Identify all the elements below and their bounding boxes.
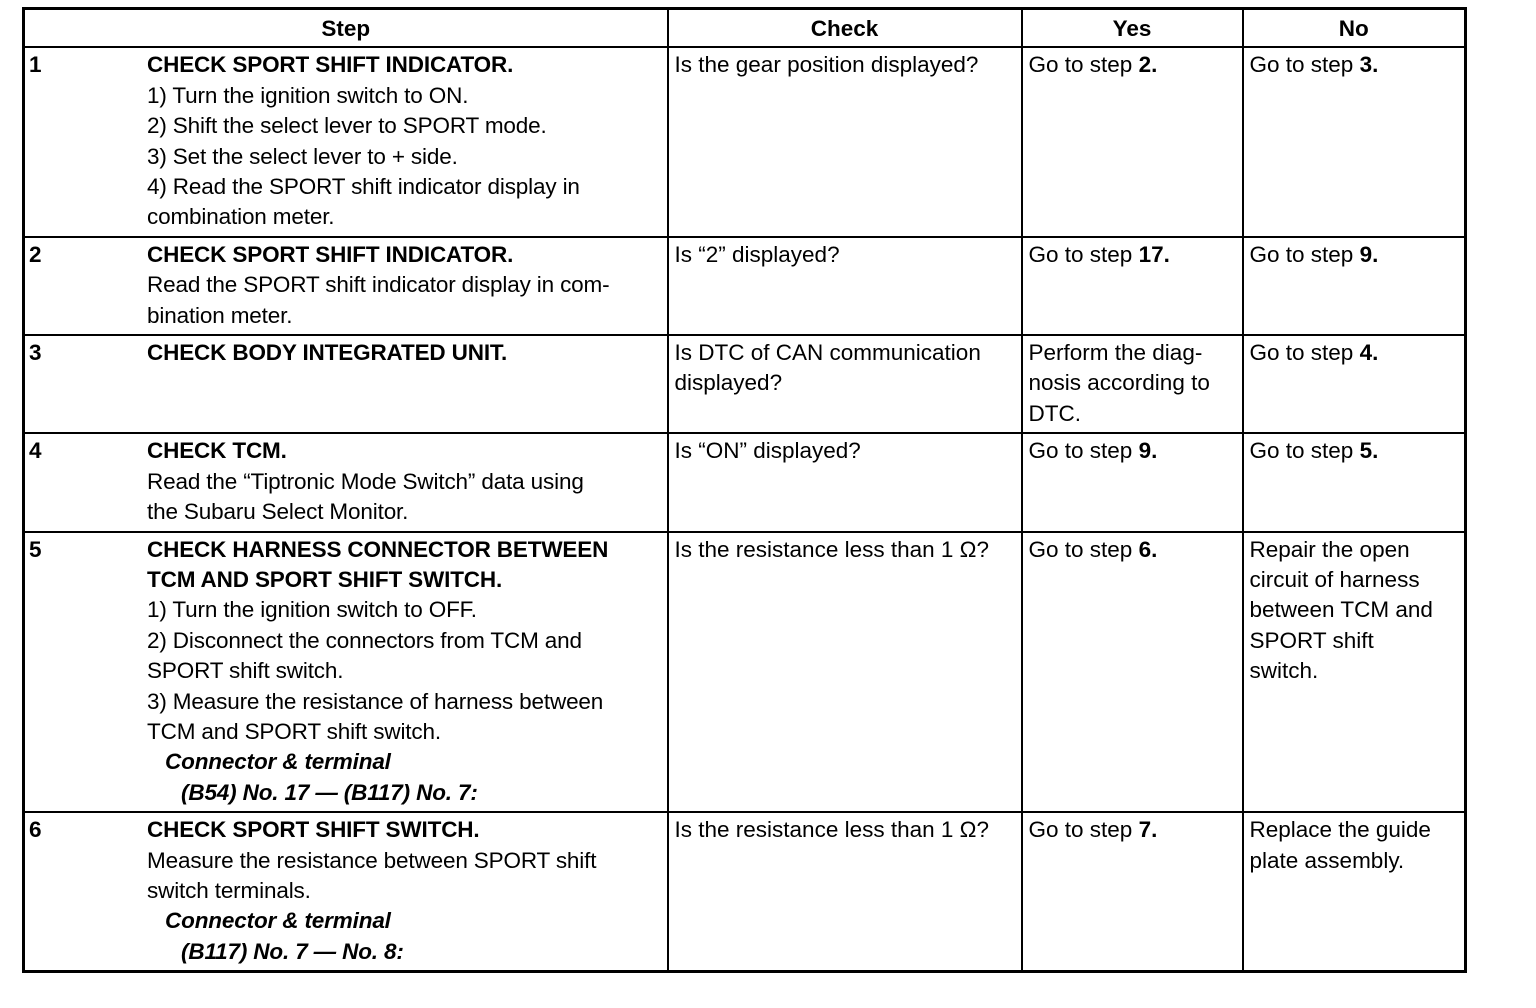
step-line: combination meter. xyxy=(147,204,335,230)
check-cell: Is “ON” displayed? xyxy=(668,433,1022,531)
step-line: 2) Shift the select lever to SPORT mode. xyxy=(147,113,547,139)
no-line: between TCM and xyxy=(1249,597,1433,623)
no-line: circuit of harness xyxy=(1249,566,1420,592)
step-line: 4) Read the SPORT shift indicator display in xyxy=(147,174,580,200)
no-text: Go to step xyxy=(1249,340,1360,366)
check-cell: Is the resistance less than 1 Ω? xyxy=(668,532,1022,813)
step-line: switch terminals. xyxy=(147,877,311,903)
diagnostic-table xyxy=(22,7,1467,973)
step-cell xyxy=(24,47,668,236)
step-line: 2) Disconnect the connectors from TCM and xyxy=(147,627,582,653)
no-cell xyxy=(1243,532,1466,813)
no-line: SPORT shift xyxy=(1249,627,1374,653)
step-number: 6 xyxy=(29,817,42,843)
yes-cell xyxy=(1022,47,1243,236)
yes-step-number: 17. xyxy=(1138,241,1170,267)
no-line: Replace the guide xyxy=(1249,817,1431,843)
no-step-number: 5. xyxy=(1359,438,1379,464)
table-header-row xyxy=(24,9,1466,48)
yes-step-number: 7. xyxy=(1138,817,1158,843)
yes-line: nosis according to xyxy=(1028,370,1210,396)
check-cell: Is the gear position displayed? xyxy=(668,47,1022,236)
header-no: No xyxy=(1243,9,1466,48)
yes-text: Go to step xyxy=(1028,536,1139,562)
step-body xyxy=(143,48,667,235)
step-line: Read the SPORT shift indicator display in com- xyxy=(147,272,610,298)
check-cell: Is “2” displayed? xyxy=(668,237,1022,335)
no-line: switch. xyxy=(1249,658,1319,684)
step-number: 2 xyxy=(29,241,42,267)
step-number: 4 xyxy=(29,438,42,464)
table-row xyxy=(24,532,1466,813)
step-title: CHECK HARNESS CONNECTOR BETWEEN xyxy=(147,536,609,562)
yes-cell xyxy=(1022,237,1243,335)
yes-line: DTC. xyxy=(1028,400,1081,426)
step-cell xyxy=(24,335,668,433)
check-line: Is DTC of CAN communication xyxy=(674,340,981,366)
no-cell xyxy=(1243,433,1466,531)
no-line: plate assembly. xyxy=(1249,847,1405,873)
no-cell xyxy=(1243,335,1466,433)
yes-line: Perform the diag- xyxy=(1028,340,1203,366)
step-line: the Subaru Select Monitor. xyxy=(147,499,409,525)
no-text: Go to step xyxy=(1249,438,1360,464)
table-row xyxy=(24,47,1466,236)
check-cell xyxy=(668,335,1022,433)
no-cell xyxy=(1243,812,1466,972)
yes-text: Go to step xyxy=(1028,241,1139,267)
step-title: CHECK SPORT SHIFT INDICATOR. xyxy=(147,241,514,267)
header-check: Check xyxy=(668,9,1022,48)
step-body xyxy=(143,434,667,530)
no-cell xyxy=(1243,47,1466,236)
table-row xyxy=(24,335,1466,433)
step-line: bination meter. xyxy=(147,302,293,328)
yes-cell xyxy=(1022,433,1243,531)
check-line: displayed? xyxy=(674,370,783,396)
no-text: Go to step xyxy=(1249,52,1360,78)
no-step-number: 9. xyxy=(1359,241,1379,267)
yes-text: Go to step xyxy=(1028,817,1139,843)
no-step-number: 3. xyxy=(1359,52,1379,78)
step-number: 1 xyxy=(29,52,42,78)
header-step: Step xyxy=(24,9,668,48)
step-body xyxy=(143,238,667,334)
table-row xyxy=(24,237,1466,335)
step-title: CHECK BODY INTEGRATED UNIT. xyxy=(147,340,508,366)
header-yes: Yes xyxy=(1022,9,1243,48)
step-line: 1) Turn the ignition switch to ON. xyxy=(147,82,469,108)
yes-text: Go to step xyxy=(1028,438,1139,464)
step-title: CHECK SPORT SHIFT INDICATOR. xyxy=(147,52,514,78)
yes-step-number: 2. xyxy=(1138,52,1158,78)
yes-step-number: 9. xyxy=(1138,438,1158,464)
step-cell xyxy=(24,812,668,972)
step-body xyxy=(143,533,667,812)
step-cell xyxy=(24,237,668,335)
step-number: 3 xyxy=(29,340,42,366)
no-cell xyxy=(1243,237,1466,335)
no-step-number: 4. xyxy=(1359,340,1379,366)
step-title: CHECK SPORT SHIFT SWITCH. xyxy=(147,817,480,843)
no-text: Go to step xyxy=(1249,241,1360,267)
yes-cell xyxy=(1022,812,1243,972)
check-cell: Is the resistance less than 1 Ω? xyxy=(668,812,1022,972)
yes-text: Go to step xyxy=(1028,52,1139,78)
step-title: CHECK TCM. xyxy=(147,438,287,464)
step-line: SPORT shift switch. xyxy=(147,658,344,684)
step-line: TCM and SPORT shift switch. xyxy=(147,718,441,744)
step-cell xyxy=(24,433,668,531)
yes-cell xyxy=(1022,532,1243,813)
step-number: 5 xyxy=(29,536,42,562)
step-line: 3) Measure the resistance of harness between xyxy=(147,688,604,714)
connector-label: Connector & terminal xyxy=(165,908,391,934)
connector-value: (B54) No. 17 — (B117) No. 7: xyxy=(181,779,478,805)
step-line: 3) Set the select lever to + side. xyxy=(147,143,458,169)
table-row xyxy=(24,812,1466,972)
no-line: Repair the open xyxy=(1249,536,1410,562)
step-body xyxy=(143,336,667,371)
step-cell xyxy=(24,532,668,813)
step-line: Measure the resistance between SPORT shift xyxy=(147,847,597,873)
yes-step-number: 6. xyxy=(1138,536,1158,562)
table-row xyxy=(24,433,1466,531)
connector-label: Connector & terminal xyxy=(165,749,391,775)
step-line: Read the “Tiptronic Mode Switch” data using xyxy=(147,468,584,494)
yes-cell xyxy=(1022,335,1243,433)
step-title: TCM AND SPORT SHIFT SWITCH. xyxy=(147,566,503,592)
step-line: 1) Turn the ignition switch to OFF. xyxy=(147,597,477,623)
connector-value: (B117) No. 7 — No. 8: xyxy=(181,938,404,964)
step-body xyxy=(143,813,667,970)
